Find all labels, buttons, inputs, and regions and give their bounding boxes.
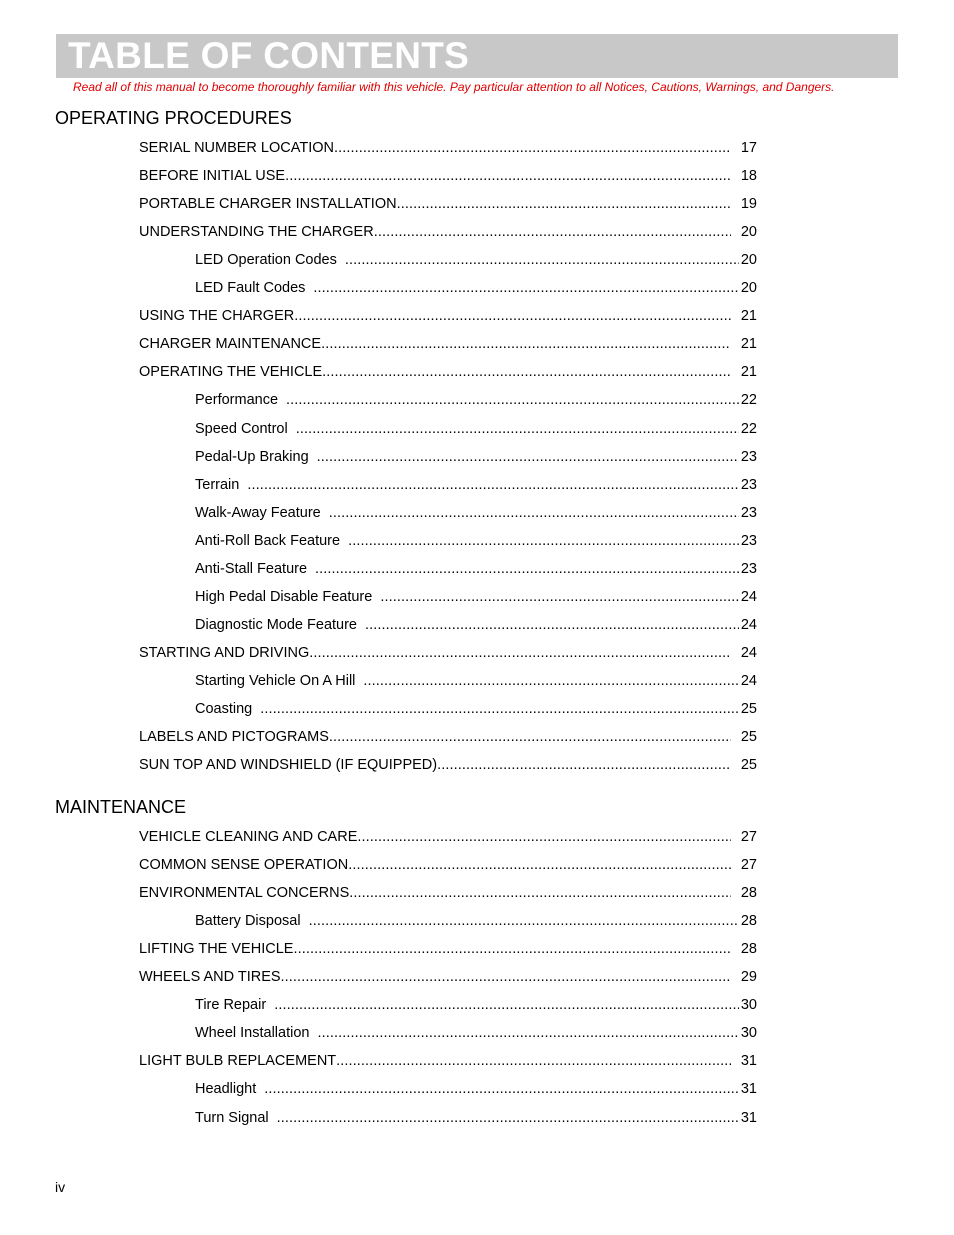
toc-subentry[interactable] xyxy=(195,390,757,410)
toc-subentry[interactable] xyxy=(195,559,757,579)
toc-entry[interactable] xyxy=(139,727,757,747)
toc-entry[interactable] xyxy=(139,166,757,186)
toc-entry-page: 28 xyxy=(740,941,757,957)
toc-entry-label: Battery Disposal xyxy=(195,913,301,929)
toc-entry-page: 21 xyxy=(740,308,757,324)
toc-entry-page: 20 xyxy=(740,252,757,268)
title-banner xyxy=(56,34,898,78)
page-number: iv xyxy=(55,1179,66,1195)
toc-entry-page: 23 xyxy=(740,449,757,465)
toc-entry[interactable] xyxy=(139,855,757,875)
toc-entry-page: 20 xyxy=(740,280,757,296)
toc-entry-label: Speed Control xyxy=(195,421,288,437)
dot-leader xyxy=(322,362,731,382)
toc-entry-page: 22 xyxy=(740,421,757,437)
dot-leader xyxy=(317,447,739,467)
toc-entry[interactable] xyxy=(139,362,757,382)
toc-subentry[interactable] xyxy=(195,1023,757,1043)
dot-leader xyxy=(345,250,739,270)
dot-leader xyxy=(313,278,738,298)
toc-subentry[interactable] xyxy=(195,447,757,467)
toc-entry[interactable] xyxy=(139,883,757,903)
toc-entry-label: Anti-Roll Back Feature xyxy=(195,533,341,549)
toc-entry[interactable] xyxy=(139,138,757,158)
dot-leader xyxy=(336,1051,731,1071)
toc-entry-page: 25 xyxy=(740,701,757,717)
toc-entry-label: LIFTING THE VEHICLE xyxy=(139,941,294,957)
toc-entry[interactable] xyxy=(139,967,757,987)
toc-entry-label: Turn Signal xyxy=(195,1110,269,1126)
toc-entry-label: Diagnostic Mode Feature xyxy=(195,617,357,633)
toc-entry-label: Coasting xyxy=(195,701,253,717)
toc-entry[interactable] xyxy=(139,194,757,214)
toc-entry[interactable] xyxy=(139,1051,757,1071)
dot-leader xyxy=(329,503,739,523)
toc-entry-label: ENVIRONMENTAL CONCERNS xyxy=(139,885,350,901)
toc-entry-page: 27 xyxy=(740,857,757,873)
toc-subentry[interactable] xyxy=(195,699,757,719)
toc-entry-page: 31 xyxy=(740,1110,757,1126)
toc-subentry[interactable] xyxy=(195,1079,757,1099)
toc-subentry[interactable] xyxy=(195,278,757,298)
toc-entry-page: 24 xyxy=(740,589,757,605)
toc-subentry[interactable] xyxy=(195,250,757,270)
toc-entry[interactable] xyxy=(139,222,757,242)
dot-leader xyxy=(348,855,731,875)
reading-notice: Read all of this manual to become thoroughly familiar with this vehicle. Pay particular attention to all Notices, Cautions, Warnings, and Dangers. xyxy=(73,80,835,94)
toc-entry-page: 18 xyxy=(740,168,757,184)
toc-entry[interactable] xyxy=(139,827,757,847)
toc-entry-label: SERIAL NUMBER LOCATION xyxy=(139,140,334,156)
toc-entry-page: 24 xyxy=(740,617,757,633)
dot-leader xyxy=(293,939,731,959)
toc-entry-label: SUN TOP AND WINDSHIELD (IF EQUIPPED) xyxy=(139,757,438,773)
toc-entry-page: 23 xyxy=(740,477,757,493)
toc-subentry[interactable] xyxy=(195,995,757,1015)
toc-entry[interactable] xyxy=(139,939,757,959)
toc-subentry[interactable] xyxy=(195,503,757,523)
toc-entry-page: 28 xyxy=(740,885,757,901)
toc-entry-label: Pedal-Up Braking xyxy=(195,449,309,465)
toc-subentry[interactable] xyxy=(195,531,757,551)
dot-leader xyxy=(321,334,731,354)
toc-entry-label: STARTING AND DRIVING xyxy=(139,645,310,661)
dot-leader xyxy=(247,475,739,495)
toc-entry-page: 31 xyxy=(740,1053,757,1069)
dot-leader xyxy=(315,559,739,579)
dot-leader xyxy=(365,615,739,635)
toc-entry-page: 25 xyxy=(740,729,757,745)
toc-entry-page: 31 xyxy=(740,1081,757,1097)
toc-entry-label: LED Fault Codes xyxy=(195,280,306,296)
dot-leader xyxy=(274,995,739,1015)
toc-subentry[interactable] xyxy=(195,671,757,691)
page-title: TABLE OF CONTENTS xyxy=(68,35,470,76)
toc-entry-label: PORTABLE CHARGER INSTALLATION xyxy=(139,196,397,212)
toc-entry-label: Starting Vehicle On A Hill xyxy=(195,673,356,689)
toc-entry-page: 21 xyxy=(740,336,757,352)
dot-leader xyxy=(285,166,731,186)
section-heading: OPERATING PROCEDURES xyxy=(55,108,292,128)
toc-entry-label: Walk-Away Feature xyxy=(195,505,321,521)
toc-entry-label: Anti-Stall Feature xyxy=(195,561,308,577)
toc-entry[interactable] xyxy=(139,306,757,326)
toc-subentry[interactable] xyxy=(195,1108,757,1128)
toc-entry-page: 25 xyxy=(740,757,757,773)
toc-entry-label: LED Operation Codes xyxy=(195,252,337,268)
toc-subentry[interactable] xyxy=(195,587,757,607)
dot-leader xyxy=(281,967,731,987)
toc-entry-label: LIGHT BULB REPLACEMENT xyxy=(139,1053,337,1069)
toc-entry-page: 27 xyxy=(740,829,757,845)
dot-leader xyxy=(317,1023,738,1043)
dot-leader xyxy=(348,531,739,551)
toc-entry-label: UNDERSTANDING THE CHARGER xyxy=(139,224,374,240)
toc-entry[interactable] xyxy=(139,643,757,663)
toc-entry-page: 24 xyxy=(740,645,757,661)
toc-entry-label: WHEELS AND TIRES xyxy=(139,969,281,985)
toc-subentry[interactable] xyxy=(195,475,757,495)
dot-leader xyxy=(363,671,738,691)
toc-entry-label: Terrain xyxy=(195,477,240,493)
toc-entry-label: BEFORE INITIAL USE xyxy=(139,168,286,184)
toc-entry-page: 29 xyxy=(740,969,757,985)
dot-leader xyxy=(397,194,731,214)
toc-entry-label: Tire Repair xyxy=(195,997,267,1013)
toc-entry[interactable] xyxy=(139,334,757,354)
toc-entry[interactable] xyxy=(139,755,757,775)
toc-subentry[interactable] xyxy=(195,419,757,439)
dot-leader xyxy=(334,138,731,158)
toc-subentry[interactable] xyxy=(195,615,757,635)
toc-entry-label: CHARGER MAINTENANCE xyxy=(139,336,322,352)
toc-entry-page: 24 xyxy=(740,673,757,689)
dot-leader xyxy=(380,587,739,607)
toc-subentry[interactable] xyxy=(195,911,757,931)
dot-leader xyxy=(357,827,731,847)
toc-entry-page: 23 xyxy=(740,505,757,521)
toc-entry-label: Headlight xyxy=(195,1081,257,1097)
toc-entry-page: 21 xyxy=(740,364,757,380)
toc-entry-label: High Pedal Disable Feature xyxy=(195,589,373,605)
toc-entry-label: Performance xyxy=(195,392,279,408)
toc-entry-page: 30 xyxy=(740,1025,757,1041)
toc-entry-label: Wheel Installation xyxy=(195,1025,310,1041)
toc-entry-page: 20 xyxy=(740,224,757,240)
toc-entry-page: 17 xyxy=(740,140,757,156)
dot-leader xyxy=(437,755,731,775)
dot-leader xyxy=(329,727,731,747)
toc-entry-page: 19 xyxy=(740,196,757,212)
section-heading: MAINTENANCE xyxy=(55,797,187,817)
toc-entry-label: COMMON SENSE OPERATION xyxy=(139,857,349,873)
toc-entry-label: VEHICLE CLEANING AND CARE xyxy=(139,829,358,845)
dot-leader xyxy=(309,643,731,663)
dot-leader xyxy=(309,911,739,931)
dot-leader xyxy=(260,699,739,719)
toc-entry-page: 22 xyxy=(740,392,757,408)
dot-leader xyxy=(286,390,739,410)
dot-leader xyxy=(349,883,731,903)
toc-entry-page: 23 xyxy=(740,533,757,549)
dot-leader xyxy=(374,222,731,242)
toc-entry-label: USING THE CHARGER xyxy=(139,308,295,324)
dot-leader xyxy=(264,1079,739,1099)
toc-entry-label: OPERATING THE VEHICLE xyxy=(139,364,323,380)
dot-leader xyxy=(277,1108,739,1128)
toc-entry-label: LABELS AND PICTOGRAMS xyxy=(139,729,329,745)
toc-entry-page: 30 xyxy=(740,997,757,1013)
toc-entry-page: 23 xyxy=(740,561,757,577)
dot-leader xyxy=(294,306,731,326)
toc-entry-page: 28 xyxy=(740,913,757,929)
dot-leader xyxy=(296,419,739,439)
